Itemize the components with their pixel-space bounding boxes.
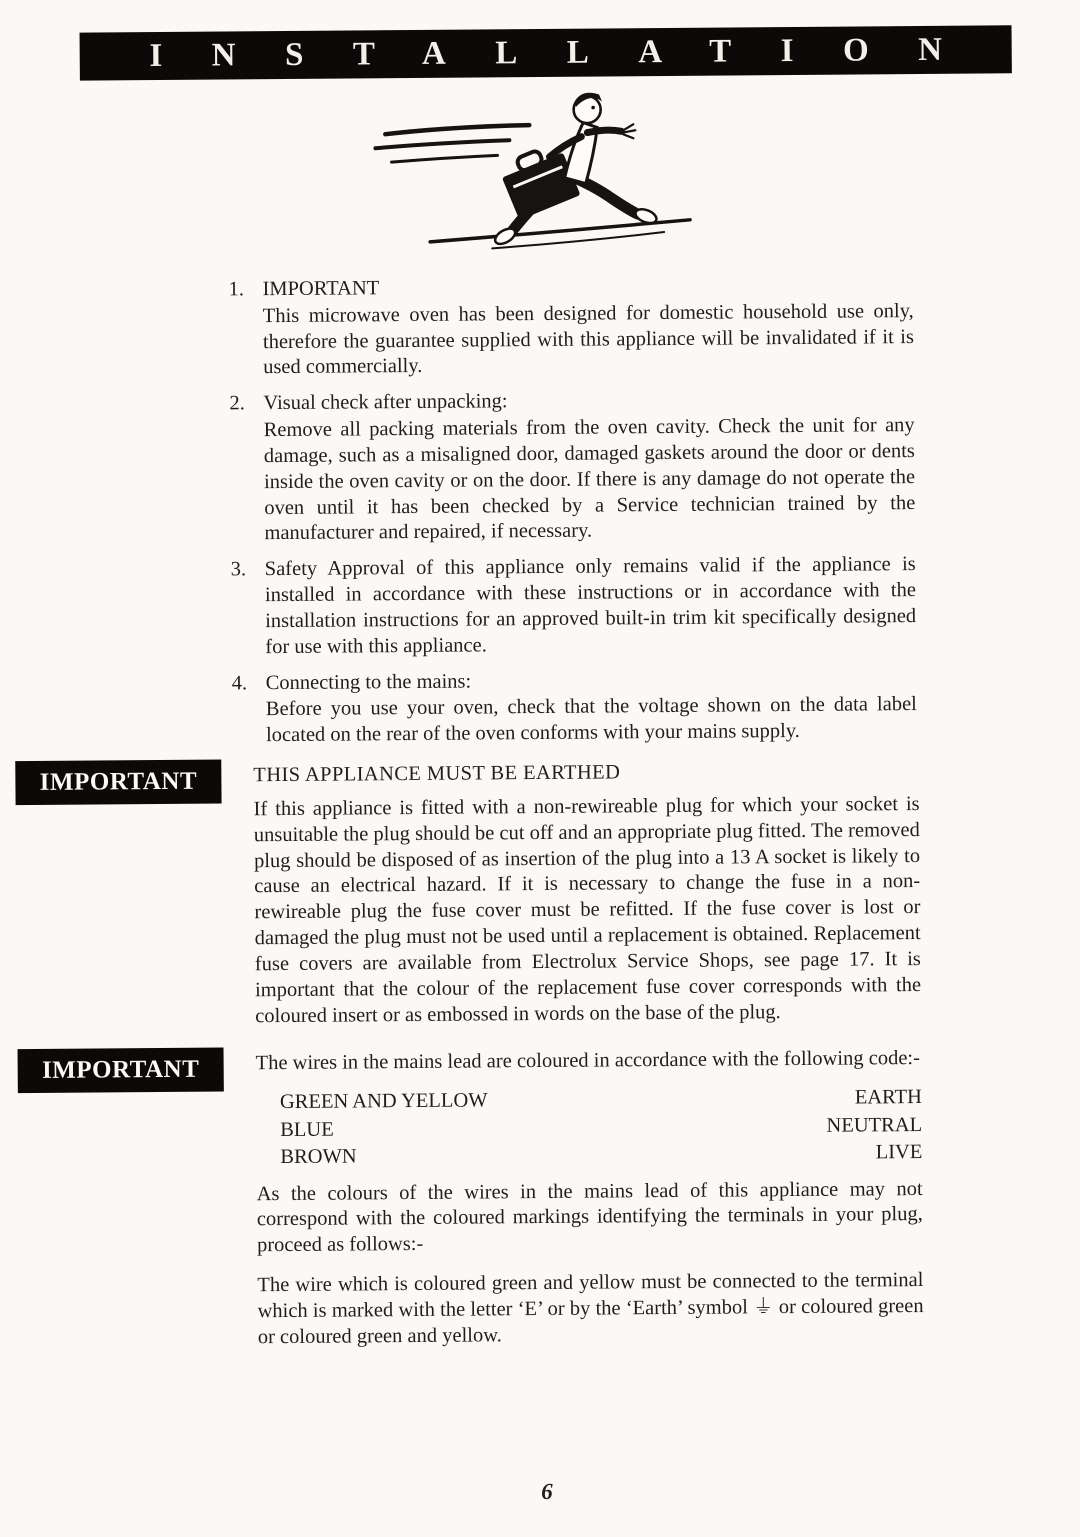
wire-terminal: LIVE [875, 1141, 923, 1164]
instruction-item [229, 386, 915, 547]
item-content [262, 272, 914, 381]
instruction-item [228, 272, 914, 382]
wire-row [280, 1139, 922, 1172]
item-title: Visual check after unpacking: [263, 390, 508, 415]
earthed-heading: THIS APPLIANCE MUST BE EARTHED [253, 761, 621, 787]
instruction-item [232, 666, 918, 750]
wire-colour: BROWN [280, 1145, 357, 1169]
item-number: 3. [230, 558, 247, 581]
earth-wire-paragraph: The wire which is coloured green and yellow must be connected to the terminal which is marked with the letter ‘E’ or by the ‘Earth’ symbol ⏚ or coloured green or coloured green and yellow. [257, 1269, 924, 1348]
wires-section [41, 1046, 924, 1350]
item-title: IMPORTANT [262, 277, 380, 301]
item-content [263, 386, 915, 547]
wire-terminal: EARTH [854, 1086, 923, 1109]
page-number: 6 [541, 1478, 553, 1505]
important-label: IMPORTANT [15, 760, 221, 806]
important-label: IMPORTANT [18, 1048, 224, 1094]
instruction-list [228, 272, 917, 749]
item-number: 2. [229, 392, 245, 415]
item-body: Before you use your oven, check that the voltage shown on the data label located on the rear of the oven conforms with your mains supply. [265, 693, 917, 747]
item-number: 1. [228, 278, 245, 301]
item-title: Connecting to the mains: [265, 670, 472, 694]
installation-header: INSTALLATION [80, 25, 1012, 80]
item-content [265, 552, 917, 660]
earthed-section [39, 758, 922, 1030]
item-body: Safety Approval of this appliance only remains valid if the appliance is installed in accordance with these instructions or in accordance with the installation instructions for an approved built-in trim kit specifically designed for use with this appliance. [264, 553, 917, 658]
illustration-wrap [0, 79, 1077, 259]
wire-terminal: NEUTRAL [826, 1113, 923, 1137]
item-content [266, 666, 918, 750]
wire-colour: BLUE [280, 1118, 334, 1141]
running-delivery-figure-illustration [371, 82, 702, 253]
item-body: This microwave oven has been designed for domestic household use only, therefore the guarantee supplied with this appliance will be invalidated if it is used commercially. [262, 299, 915, 379]
wire-code-table [280, 1084, 923, 1171]
item-number: 4. [231, 671, 248, 695]
wires-note: As the colours of the wires in the mains lead of this appliance may not correspond with the coloured markings identifying the terminals in your plug, proceed as follows:- [256, 1177, 923, 1257]
earthed-paragraph: If this appliance is fitted with a non-rewireable plug for which your socket is unsuitable the plug should be cut off and an appropriate plug fitted. The removed plug should be disposed of as insertion of the plug into a 13 A socket is likely to cause an electrical hazard. If it is necessary to change the fuse in a non-rewireable plug the fuse cover must be refitted. If the fuse cover is lost or damaged the plug must not be used until a replacement is obtained. Replacement fuse covers are available from Electrolux Service Shops, see page 17. It is important that the colour of the replacement fuse cover corresponds with the coloured insert or as embossed in words on the base of the plug. [253, 792, 922, 1027]
instruction-item [231, 552, 917, 661]
wire-row [280, 1112, 922, 1145]
wire-colour: GREEN AND YELLOW [279, 1089, 488, 1114]
item-body: Remove all packing materials from the oven cavity. Check the unit for any damage, such as a misaligned door, damaged gaskets around the door or dents inside the oven cavity or on the door. If there is any damage do not operate the oven until it has been checked by a Service technician trained by the manufacturer and repaired, if necessary. [263, 414, 916, 545]
wires-intro: The wires in the mains lead are coloured in accordance with the following code:- [255, 1047, 920, 1075]
